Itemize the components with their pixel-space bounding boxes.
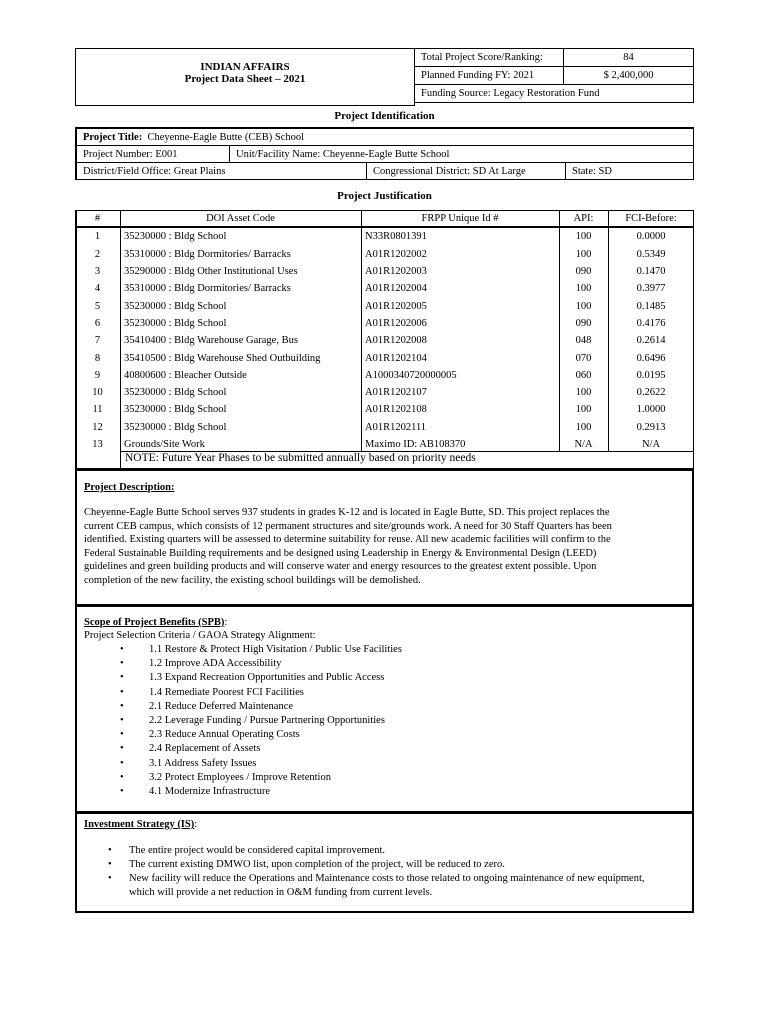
frpp-id: A01R1202005 <box>365 300 427 312</box>
funding-source: Funding Source: Legacy Restoration Fund <box>415 85 694 103</box>
col-header-frpp-id: FRPP Unique Id # <box>361 210 559 228</box>
investment-title-colon: : <box>194 819 198 830</box>
frpp-id: Maximo ID: AB108370 <box>365 439 466 450</box>
project-title-label: Project Title: <box>83 131 143 143</box>
investment-item-text: The entire project would be considered capital improvement. <box>129 845 385 856</box>
benefits-title-colon: : <box>224 617 228 628</box>
fci-before: N/A <box>641 439 661 450</box>
fci-before: 0.2614 <box>636 335 666 347</box>
frpp-id: A01R1202104 <box>365 352 427 364</box>
project-title-row <box>76 128 694 146</box>
fci-before: 0.5349 <box>636 248 666 260</box>
description-line: completion of the new facility, the existing school buildings will be demolished. <box>84 574 421 586</box>
row-number: 9 <box>94 369 101 381</box>
frpp-id: A1000340720000005 <box>365 369 457 381</box>
asset-code: 35310000 : Bldg Dormitories/ Barracks <box>124 248 291 260</box>
table-row <box>75 436 694 453</box>
api-value: 090 <box>575 266 592 278</box>
api-value: 100 <box>575 283 592 295</box>
investment-panel <box>75 812 694 913</box>
asset-code: 35410400 : Bldg Warehouse Garage, Bus <box>124 335 298 347</box>
benefit-item: • 1.1 Restore & Protect High Visitation / Public Use Facilities <box>141 643 402 657</box>
frpp-id: N33R0801391 <box>365 231 427 243</box>
description-line: Cheyenne-Eagle Butte School serves 937 students in grades K-12 and is located in Eagle Butte, SD. This project replaces the <box>84 507 610 518</box>
benefits-title: Scope of Project Benefits (SPB) <box>84 617 225 628</box>
asset-table-header <box>75 210 694 228</box>
table-row <box>75 297 694 314</box>
frpp-id: A01R1202004 <box>365 283 427 295</box>
project-number: Project Number: E001 <box>76 146 230 163</box>
score-label: Total Project Score/Ranking: <box>415 49 564 67</box>
benefit-item: • 1.2 Improve ADA Accessibility <box>141 657 402 671</box>
table-row <box>75 419 694 436</box>
section-title-identification: Project Identification <box>334 110 435 122</box>
description-line: guidelines and green building products and will conserve water and energy resources to the greatest extent possible. Upon <box>84 561 597 573</box>
row-number: 4 <box>94 283 101 295</box>
table-row <box>75 246 694 263</box>
table-row <box>75 384 694 401</box>
benefits-subtitle: Project Selection Criteria / GAOA Strategy Alignment: <box>84 630 316 641</box>
state: State: SD <box>566 163 694 180</box>
asset-code: 35230000 : Bldg School <box>124 421 227 433</box>
funding-value: $ 2,400,000 <box>564 67 694 85</box>
api-value: 100 <box>575 300 592 312</box>
col-header-number: # <box>75 210 120 228</box>
header-title-block <box>75 48 415 106</box>
api-value: 100 <box>575 248 592 260</box>
asset-code: 35230000 : Bldg School <box>124 404 227 416</box>
api-value: 100 <box>575 421 592 433</box>
frpp-id: A01R1202108 <box>365 404 427 416</box>
table-row <box>75 228 694 246</box>
row-number: 13 <box>92 439 103 450</box>
table-row <box>75 280 694 297</box>
asset-code: 40800600 : Bleacher Outside <box>124 369 247 381</box>
benefit-item: • 2.1 Reduce Deferred Maintenance <box>141 700 402 714</box>
description-line: identified. Existing quarters will be assessed to determine suitability for reuse. All new academic facilities will confirm to the <box>84 534 611 546</box>
api-value: 090 <box>575 317 592 329</box>
investment-item <box>129 872 729 900</box>
table-row <box>75 263 694 280</box>
investment-item <box>129 858 729 872</box>
investment-item-text: The current existing DMWO list, upon completion of the project, will be reduced to zero. <box>129 859 505 870</box>
unit-facility-name: Unit/Facility Name: Cheyenne-Eagle Butte School <box>230 146 694 163</box>
investment-title: Investment Strategy (IS) <box>84 819 195 830</box>
congressional-district: Congressional District: SD At Large <box>367 163 566 180</box>
col-header-api: API: <box>559 210 608 228</box>
benefits-title-row <box>84 616 227 630</box>
api-value: 060 <box>575 369 592 381</box>
investment-item <box>129 844 729 858</box>
fci-before: 0.0195 <box>636 369 666 381</box>
frpp-id: A01R1202107 <box>365 387 427 399</box>
investment-list <box>85 844 729 900</box>
description-text <box>84 506 612 588</box>
row-number: 1 <box>94 231 101 243</box>
description-title: Project Description: <box>84 482 175 493</box>
asset-table <box>75 210 694 453</box>
col-header-fci: FCI-Before: <box>608 210 694 228</box>
asset-code: 35290000 : Bldg Other Institutional Uses <box>124 266 298 278</box>
frpp-id: A01R1202008 <box>365 335 427 347</box>
asset-code: 35230000 : Bldg School <box>124 317 227 329</box>
benefit-item: • 3.2 Protect Employees / Improve Retention <box>141 771 402 785</box>
api-value: 100 <box>575 404 592 416</box>
api-value: 070 <box>575 352 592 364</box>
agency-name: INDIAN AFFAIRS <box>200 61 290 73</box>
fci-before: 0.1485 <box>636 300 666 312</box>
table-row <box>75 367 694 384</box>
funding-label: Planned Funding FY: 2021 <box>415 67 564 85</box>
description-line: current CEB campus, which consists of 12 permanent structures and site/grounds work. A need for 30 Staff Quarters has been <box>84 520 612 532</box>
fci-before: 0.3977 <box>636 283 666 295</box>
api-value: N/A <box>574 439 593 450</box>
row-number: 3 <box>94 266 101 278</box>
frpp-id: A01R1202006 <box>365 317 427 329</box>
row-number: 10 <box>92 387 103 399</box>
investment-item-continuation: which will provide a net reduction in O&M funding from current levels. <box>129 887 433 898</box>
project-title-value: Cheyenne-Eagle Butte (CEB) School <box>147 131 305 143</box>
asset-code: Grounds/Site Work <box>124 439 205 450</box>
fci-before: 0.0000 <box>636 231 666 243</box>
benefit-item: • 2.4 Replacement of Assets <box>141 742 402 756</box>
fci-before: 0.1470 <box>636 266 666 278</box>
fci-before: 1.0000 <box>636 404 666 416</box>
table-row <box>75 349 694 366</box>
row-number: 2 <box>94 248 101 260</box>
fci-before: 0.6496 <box>636 352 666 364</box>
score-value: 84 <box>564 49 694 67</box>
api-value: 100 <box>575 231 592 243</box>
frpp-id: A01R1202002 <box>365 248 427 260</box>
identification-table <box>75 127 694 180</box>
table-row <box>75 315 694 332</box>
benefits-list <box>133 643 402 799</box>
benefit-item: • 2.2 Leverage Funding / Pursue Partnering Opportunities <box>141 714 402 728</box>
row-number: 7 <box>94 335 101 347</box>
benefits-panel <box>75 605 694 813</box>
table-row <box>75 401 694 418</box>
description-panel <box>75 469 694 606</box>
asset-code: 35230000 : Bldg School <box>124 300 227 312</box>
table-row <box>75 332 694 349</box>
api-value: 100 <box>575 387 592 399</box>
row-number: 6 <box>94 317 101 329</box>
row-number: 11 <box>92 404 103 416</box>
asset-code: 35230000 : Bldg School <box>124 387 227 399</box>
district-field-office: District/Field Office: Great Plains <box>76 163 367 180</box>
api-value: 048 <box>575 335 592 347</box>
benefit-item: • 4.1 Modernize Infrastructure <box>141 785 402 799</box>
row-number: 5 <box>94 300 101 312</box>
asset-code: 35310000 : Bldg Dormitories/ Barracks <box>124 283 291 295</box>
frpp-id: A01R1202111 <box>365 421 427 433</box>
sheet-subtitle: Project Data Sheet – 2021 <box>184 73 306 85</box>
fci-before: 0.2913 <box>636 421 666 433</box>
frpp-id: A01R1202003 <box>365 266 427 278</box>
fci-before: 0.2622 <box>636 387 666 399</box>
header-funding-table <box>414 48 694 103</box>
fci-before: 0.4176 <box>636 317 666 329</box>
col-header-asset-code: DOI Asset Code <box>120 210 361 228</box>
description-line: Federal Sustainable Building requirements and be designed using Leadership in Energy & Environmental Design (LEED) <box>84 547 597 559</box>
benefit-item: • 1.3 Expand Recreation Opportunities and Public Access <box>141 671 402 685</box>
row-number: 12 <box>92 421 103 433</box>
section-title-justification: Project Justification <box>337 190 432 202</box>
benefit-item: • 2.3 Reduce Annual Operating Costs <box>141 728 402 742</box>
benefit-item: • 1.4 Remediate Poorest FCI Facilities <box>141 686 402 700</box>
row-number: 8 <box>94 352 101 364</box>
benefit-item: • 3.1 Address Safety Issues <box>141 757 402 771</box>
investment-item-text: New facility will reduce the Operations and Maintenance costs to those related to ongoing maintenance of new equipment, <box>129 873 645 884</box>
asset-code: 35410500 : Bldg Warehouse Shed Outbuilding <box>124 352 321 364</box>
asset-code: 35230000 : Bldg School <box>124 231 227 243</box>
phases-note: NOTE: Future Year Phases to be submitted annually based on priority needs <box>125 452 476 464</box>
investment-title-row <box>84 818 197 832</box>
